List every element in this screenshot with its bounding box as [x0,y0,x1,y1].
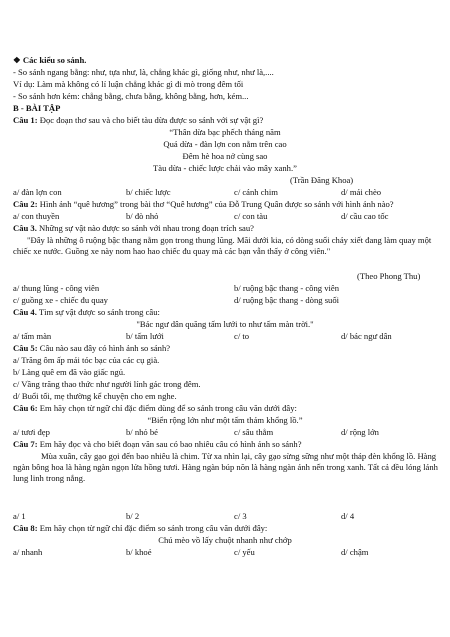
question-label: Câu 5: [13,343,38,353]
question-text: Những sự vật nào được so sánh với nhau trong đoạn trích sau? [36,223,254,233]
section-heading: B - BÀI TẬP [13,103,61,113]
question-text: Em hãy chọn từ ngữ chỉ đặc điểm so sánh trong câu văn dưới đây: [37,523,268,533]
quoted-sentence: Chú mèo vồ lấy chuột nhanh như chớp [158,535,292,545]
question-label: Câu 3. [13,223,37,233]
question-text: Em hãy chọn từ ngữ chỉ đặc điểm dùng để so sánh trong câu văn dưới đây: [37,403,297,413]
question-7 [13,439,442,450]
question-label: Câu 6: [13,403,38,413]
theory-example: Ví dụ: Làm mà không có lí luận chẳng khác gì đi mò trong đêm tối [13,79,244,89]
poem-source: (Trần Đăng Khoa) [290,175,354,185]
quoted-sentence: “Biển rộng lớn như một tấm thảm khổng lồ.” [147,415,303,425]
option-b: b/ khoẻ [126,547,152,557]
option-c: c/ yếu [234,547,255,557]
option-a: a/ con thuyền [13,211,60,221]
option-b: b/ Làng quê em đã vào giấc ngủ. [13,367,126,377]
question-5 [13,343,442,354]
poem-line: Đêm hè hoa nở cùng sao [182,151,268,161]
passage: "Đây là những ô ruộng bậc thang nằm gọn trong thung lũng. Mãi dưới kia, có dòng suối chảy xiết đang làm quay một chiếc xe nước. Guồng xe này nom hao hao chiếc đu quay mà các bạn vẫn thấy ở công viên." [13,235,432,256]
question-8 [13,523,442,534]
question-text: Tìm sự vật được so sánh trong câu: [36,307,160,317]
option-d: d/ Buổi tối, mẹ thường kể chuyện cho em nghe. [13,391,177,401]
passage-source: (Theo Phong Thu) [357,271,421,281]
question-label: Câu 2: [13,199,38,209]
option-a: a/ nhanh [13,547,43,557]
option-a: a/ thung lũng - công viên [13,283,100,293]
option-b: b/ nhỏ bé [126,427,158,437]
option-a: a/ Trăng ôm ấp mái tóc bạc của các cụ già. [13,355,160,365]
question-text: Em hãy đọc và cho biết đoạn văn sau có bao nhiêu câu có hình ảnh so sánh? [37,439,302,449]
option-a: a/ tấm màn [13,331,52,341]
option-b: b/ ruộng bậc thang - công viên [234,283,340,293]
question-label: Câu 8: [13,523,38,533]
diamond-bullet-icon: ❖ [13,55,23,65]
option-a: a/ 1 [13,511,26,521]
option-d: d/ rộng lớn [341,427,379,437]
option-d: d/ bác ngư dân [341,331,392,341]
question-3 [13,223,442,234]
poem-line: Quả dừa - đàn lợn con nằm trên cao [163,139,287,149]
option-c: c/ cánh chim [234,187,278,197]
option-c: c/ con tàu [234,211,268,221]
question-text: Hình ảnh “quê hương” trong bài thơ “Quê hương” của Đỗ Trung Quân được so sánh với hình ảnh nào? [37,199,394,209]
option-c: c/ guồng xe - chiếc đu quay [13,295,108,305]
option-b: b/ đò nhỏ [126,211,159,221]
question-label: Câu 1: [13,115,38,125]
passage: Mùa xuân, cây gạo gọi đến bao nhiêu là chim. Từ xa nhìn lại, cây gạo sừng sững như một tháp đèn khổng lồ. Hàng ngàn bông hoa là hàng ngàn ngọn lửa hồng tươi. Hàng ngàn búp nõn là hàng ngàn ánh nến trong xanh. Tất cả đều lóng lánh lung linh trong nắng. [13,451,438,483]
option-c: c/ to [234,331,250,341]
option-b: b/ 2 [126,511,140,521]
question-label: Câu 4. [13,307,37,317]
option-c: c/ sâu thẳm [234,427,274,437]
question-4 [13,307,442,318]
theory-line-1: - So sánh ngang bằng: như, tựa như, là, chẳng khác gì, giống như, như là,.... [13,67,274,77]
option-d: d/ chậm [341,547,369,557]
option-b: b/ chiếc lược [126,187,171,197]
question-text: Câu nào sau đây có hình ảnh so sánh? [37,343,171,353]
option-d: d/ mái chèo [341,187,382,197]
option-c: c/ Vầng trăng thao thức như người lính gác trong đêm. [13,379,201,389]
option-d: d/ 4 [341,511,355,521]
question-2 [13,199,442,210]
theory-heading: ❖ Các kiểu so sánh. [13,55,87,65]
option-a: a/ đàn lợn con [13,187,62,197]
option-d: d/ cầu cao tốc [341,211,389,221]
question-6 [13,403,442,414]
theory-line-2: - So sánh hơn kém: chẳng bằng, chưa bằng, không bằng, hơn, kém... [13,91,249,101]
quoted-sentence: "Bác ngư dân quăng tấm lưới to như tấm màn trời." [136,319,314,329]
option-c: c/ 3 [234,511,247,521]
option-a: a/ tươi đẹp [13,427,50,437]
question-text: Đọc đoạn thơ sau và cho biết tàu dừa được so sánh với sự vật gì? [37,115,264,125]
poem-line: Tàu dừa - chiếc lược chải vào mây xanh.” [153,163,297,173]
option-b: b/ tấm lưới [126,331,164,341]
poem-line: “Thân dừa bạc phếch tháng năm [169,127,281,137]
question-1 [13,115,442,126]
question-label: Câu 7: [13,439,38,449]
option-d: d/ ruộng bậc thang - dòng suối [234,295,340,305]
